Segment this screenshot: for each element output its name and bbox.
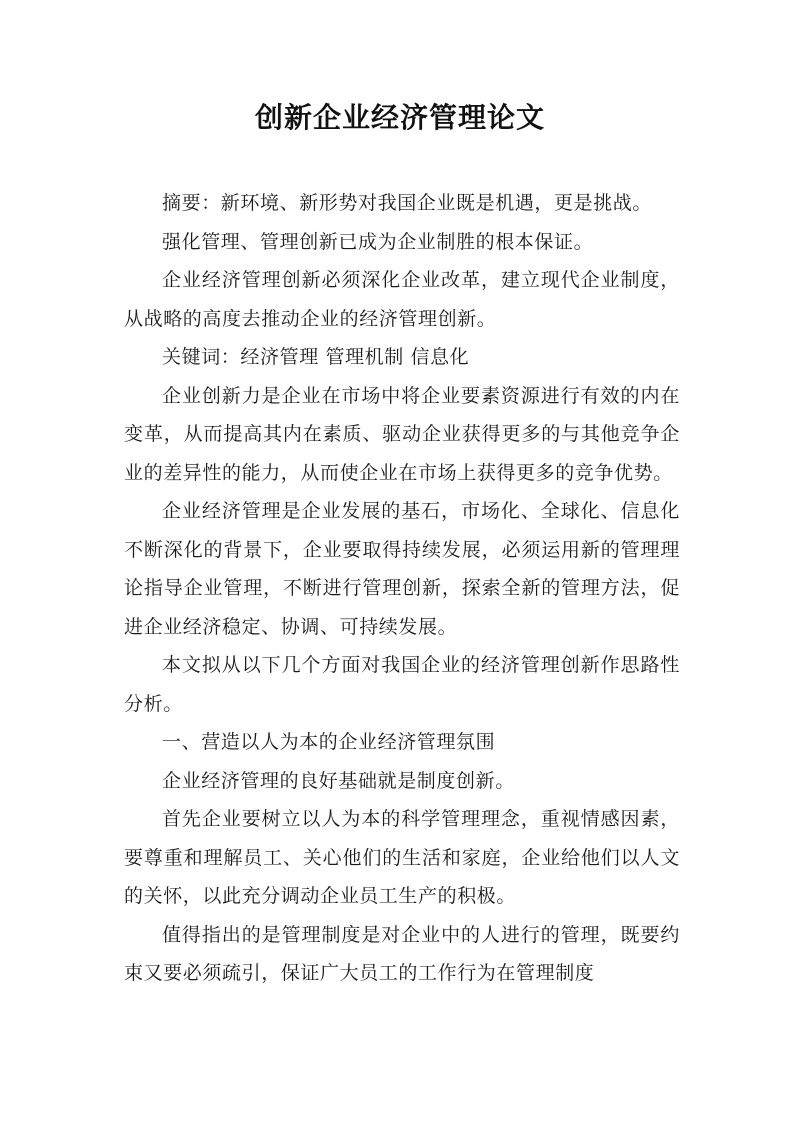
paragraph: 企业创新力是企业在市场中将企业要素资源进行有效的内在变革，从而提高其内在素质、驱动企业获得更多的与其他竞争企业的差异性的能力，从而使企业在市场上获得更多的竞争优势。 [124, 384, 680, 484]
document-title: 创新企业经济管理论文 [254, 101, 545, 134]
paragraph-abstract: 摘要：新环境、新形势对我国企业既是机遇，更是挑战。 [162, 192, 653, 214]
paragraph: 本文拟从以下几个方面对我国企业的经济管理创新作思路性分析。 [124, 654, 680, 715]
paragraph: 企业经济管理创新必须深化企业改革，建立现代企业制度，从战略的高度去推动企业的经济管理创新。 [124, 269, 680, 330]
paragraph: 值得指出的是管理制度是对企业中的人进行的管理，既要约束又要必须疏引，保证广大员工的工作行为在管理制度 [124, 923, 680, 984]
paragraph-keywords: 关键词：经济管理 管理机制 信息化 [162, 346, 470, 368]
section-heading: 一、营造以人为本的企业经济管理氛围 [162, 731, 496, 753]
document-body [124, 184, 680, 993]
paragraph: 企业经济管理的良好基础就是制度创新。 [162, 769, 515, 792]
paragraph: 企业经济管理是企业发展的基石，市场化、全球化、信息化不断深化的背景下，企业要取得持续发展，必须运用新的管理理论指导企业管理，不断进行管理创新，探索全新的管理方法，促进企业经济稳定、协调、可持续发展。 [124, 500, 680, 638]
paragraph: 首先企业要树立以人为本的科学管理理念，重视情感因素，要尊重和理解员工、关心他们的生活和家庭，企业给他们以人文的关怀，以此充分调动企业员工生产的积极。 [124, 808, 680, 907]
paragraph: 强化管理、管理创新已成为企业制胜的根本保证。 [162, 230, 594, 253]
